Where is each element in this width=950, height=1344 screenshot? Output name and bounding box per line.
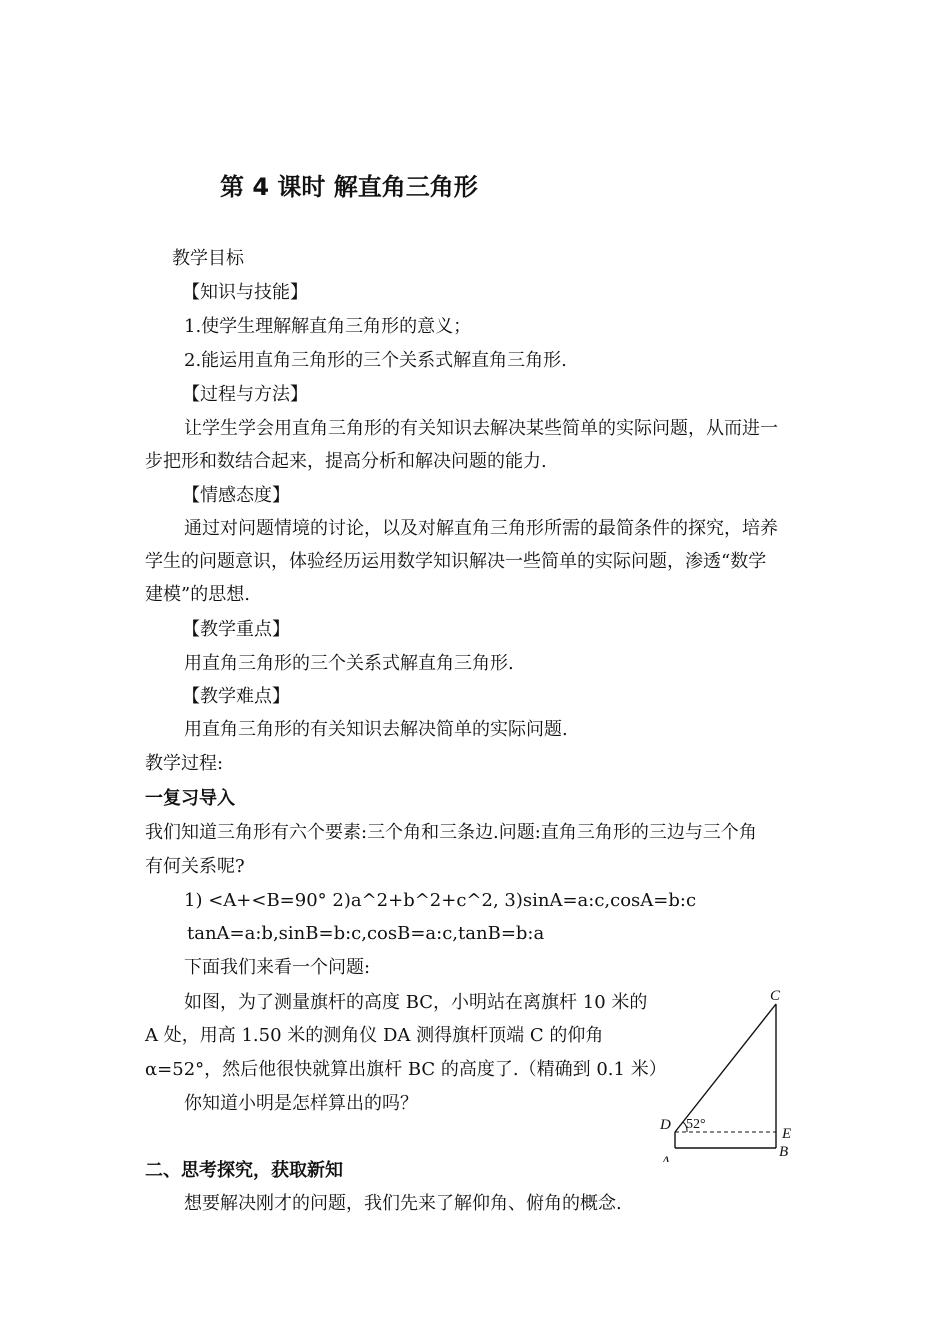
emotion-text-line1: 通过对问题情境的讨论，以及对解直角三角形所需的最简条件的探究，培养 <box>184 518 778 539</box>
label-e: E <box>782 1126 792 1142</box>
knowledge-item-2: 2.能运用直角三角形的三个关系式解直角三角形. <box>184 350 567 371</box>
process-text-line1: 让学生学会用直角三角形的有关知识去解决某些简单的实际问题，从而进一 <box>184 418 778 439</box>
key-point-heading: 【教学重点】 <box>182 619 290 640</box>
knowledge-heading: 【知识与技能】 <box>182 282 308 303</box>
sight-line-dc <box>675 1004 776 1132</box>
problem-text-line2: A 处，用高 1.50 米的测角仪 DA 测得旗杆顶端 C 的仰角 <box>145 1025 604 1046</box>
page-title: 第 4 课时 解直角三角形 <box>220 173 478 201</box>
process-text-line2: 步把形和数结合起来，提高分析和解决问题的能力. <box>145 451 547 472</box>
knowledge-item-1: 1.使学生理解解直角三角形的意义； <box>184 316 472 337</box>
emotion-heading: 【情感态度】 <box>182 485 290 506</box>
emotion-text-line2: 学生的问题意识，体验经历运用数学知识解决一些简单的实际问题，渗透“数学 <box>145 551 767 572</box>
label-d: D <box>660 1117 671 1133</box>
difficulty-heading: 【教学难点】 <box>182 686 290 707</box>
difficulty-text: 用直角三角形的有关知识去解决简单的实际问题. <box>184 719 568 740</box>
label-a: A <box>661 1154 671 1162</box>
intro-text-line2: 有何关系呢? <box>145 856 245 877</box>
flagpole-diagram <box>650 982 810 1162</box>
problem-text-line1: 如图，为了测量旗杆的高度 BC，小明站在离旗杆 10 米的 <box>184 992 648 1013</box>
objectives-heading: 教学目标 <box>172 248 244 269</box>
key-point-text: 用直角三角形的三个关系式解直角三角形. <box>184 653 514 674</box>
section-1-heading: 一复习导入 <box>145 788 235 809</box>
label-b: B <box>779 1144 789 1160</box>
problem-text-line3: α=52°，然后他很快就算出旗杆 BC 的高度了.（精确到 0.1 米） <box>145 1059 667 1080</box>
flagpole-diagram-svg <box>650 982 810 1162</box>
intro-text-line1: 我们知道三角形有六个要素:三个角和三条边.问题:直角三角形的三边与三个角 <box>145 822 757 843</box>
section-2-heading: 二、思考探究，获取新知 <box>145 1160 343 1181</box>
formula-line1: 1) <A+<B=90° 2)a^2+b^2+c^2, 3)sinA=a:c,cosA=b:c <box>184 890 697 911</box>
label-c: C <box>770 988 781 1004</box>
process-heading: 【过程与方法】 <box>182 384 308 405</box>
section-2-text: 想要解决刚才的问题，我们先来了解仰角、俯角的概念. <box>184 1193 622 1214</box>
angle-label: 52° <box>686 1117 706 1132</box>
teaching-process-label: 教学过程: <box>145 753 224 774</box>
question-text: 你知道小明是怎样算出的吗？ <box>184 1093 418 1114</box>
lead-in-text: 下面我们来看一个问题: <box>184 957 371 978</box>
formula-line2: tanA=a:b,sinB=b:c,cosB=a:c,tanB=b:a <box>187 923 545 944</box>
emotion-text-line3: 建模”的思想. <box>145 584 250 605</box>
